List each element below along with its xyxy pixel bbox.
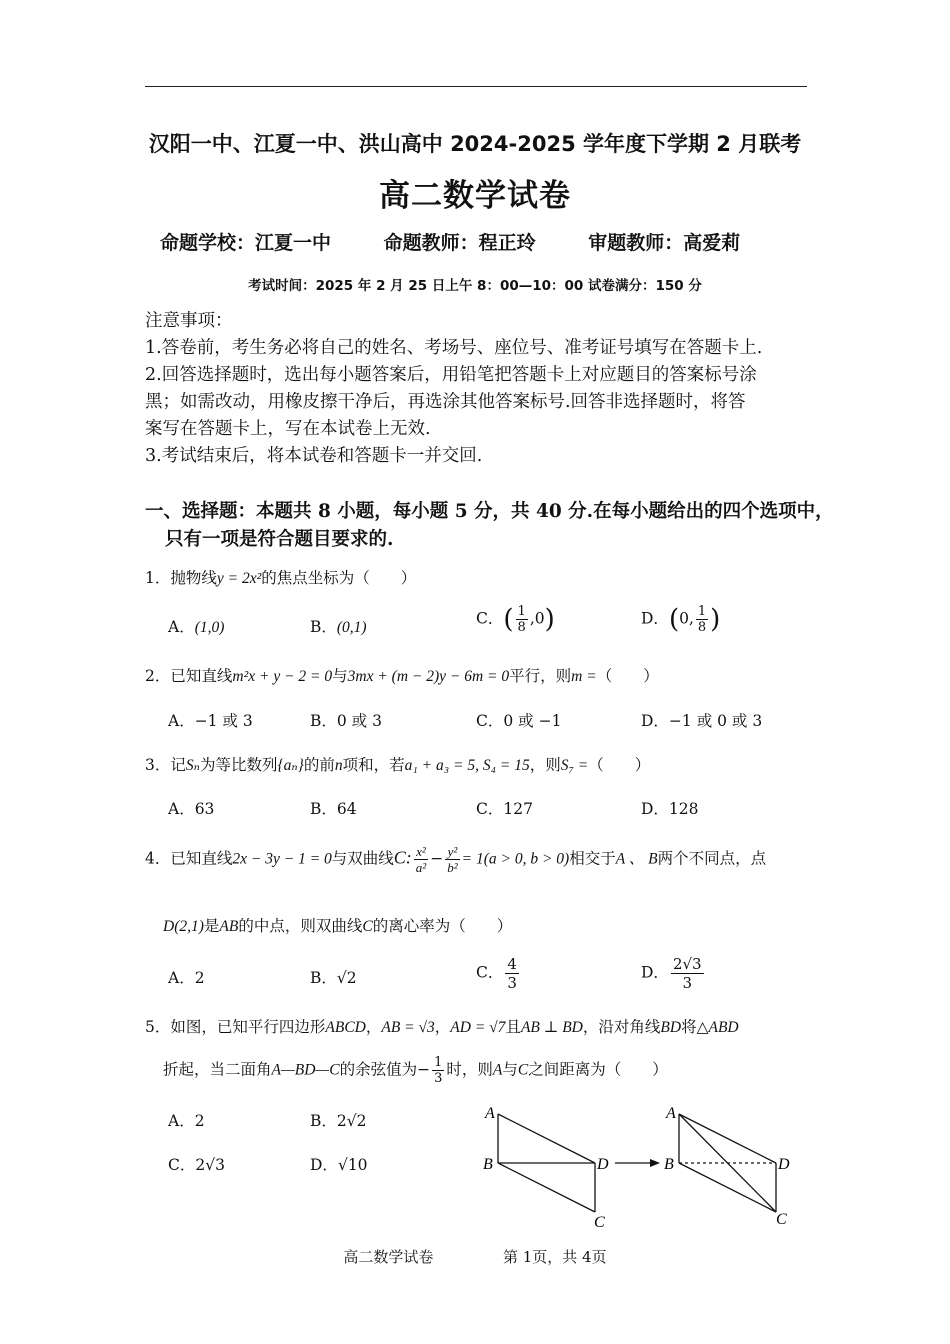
- question-4-line1: 4．已知直线2x − 3y − 1 = 0与双曲线C: $\frac{\text{x²}}{\text{a²}}$ − $\frac{\text{y²}}{\text{b²}}$ = 1(a > 0, b > 0)相交于A 、 B两个不同点，点: [145, 844, 767, 875]
- fold-arrow-head: [650, 1159, 660, 1167]
- fig2-edge-bc: [679, 1163, 776, 1212]
- section-heading: [145, 498, 834, 554]
- q2-option-c: C．0 或 −1: [476, 712, 562, 730]
- question-5-line1: 5．如图，已知平行四边形ABCD，AB = √3，AD = √7且AB ⊥ BD，沿对角线BD将△ABD: [145, 1018, 739, 1036]
- fig2-label-b: B: [664, 1156, 674, 1173]
- q5-option-b: B．2√2: [310, 1112, 367, 1130]
- notes-line: 3.考试结束后，将本试卷和答题卡一并交回.: [145, 446, 483, 466]
- footer-subject: 高二数学试卷: [343, 1248, 434, 1266]
- fig1-edge-ad: [498, 1114, 595, 1163]
- exam-info: 考试时间：2025 年 2 月 25 日上午 8：00—10：00 试卷满分：150 分: [248, 278, 702, 294]
- fig1-edge-bc: [498, 1163, 595, 1212]
- author-reviewer: 审题教师：高爱莉: [588, 232, 741, 254]
- q3-option-a: A．63: [168, 800, 215, 818]
- q3-option-c: C．127: [476, 800, 533, 818]
- notes-line: 黑；如需改动，用橡皮擦干净后，再选涂其他答案标号.回答非选择题时，将答: [145, 392, 746, 412]
- q1-option-d: D．(0, $\frac{1}{8}$ ): [641, 604, 721, 635]
- fig2-label-c: C: [776, 1211, 787, 1228]
- q3-option-b: B．64: [310, 800, 357, 818]
- q2-option-d: D．−1 或 0 或 3: [641, 712, 763, 730]
- notes-block: [145, 308, 815, 470]
- question-4-line2: D(2,1)是AB的中点，则双曲线C的离心率为（ ）: [163, 917, 513, 935]
- q2-option-b: B．0 或 3: [310, 712, 382, 730]
- q2-option-a: A．−1 或 3: [168, 712, 253, 730]
- q3-option-d: D．128: [641, 800, 699, 818]
- notes-heading: 注意事项：: [145, 311, 233, 331]
- notes-line: 案写在答题卡上，写在本试卷上无效.: [145, 419, 431, 439]
- q4-option-d: D． $\frac{2√3}{3}$: [641, 955, 702, 992]
- fig1-label-a: A: [485, 1105, 495, 1122]
- section-heading-line2: 只有一项是符合题目要求的.: [165, 529, 394, 550]
- q4-option-a: A．2: [168, 969, 205, 987]
- fig2-label-d: D: [778, 1156, 790, 1173]
- q1-option-a: A．(1,0): [168, 618, 225, 636]
- q5-option-c: C．2√3: [168, 1156, 225, 1174]
- school-line: 汉阳一中、江夏一中、洪山高中 2024-2025 学年度下学期 2 月联考: [148, 132, 802, 156]
- q1-option-c: C．( $\frac{1}{8}$ ,0): [476, 604, 555, 635]
- fig2-edge-ad: [679, 1114, 776, 1163]
- notes-line: 1.答卷前，考生务必将自己的姓名、考场号、座位号、准考证号填写在答题卡上.: [145, 338, 763, 358]
- fig1-label-c: C: [594, 1214, 605, 1230]
- q5-figure: [480, 1100, 810, 1230]
- author-setter: 命题教师：程正玲: [383, 232, 536, 254]
- fig2-label-a: A: [666, 1105, 676, 1122]
- question-5-line2: 折起，当二面角A—BD—C的余弦值为− $\frac{1}{3}$ 时，则A与C之间距离为（ ）: [163, 1055, 668, 1086]
- q1-option-b: B．(0,1): [310, 618, 367, 636]
- footer-page-number: 第 1页，共 4页: [502, 1248, 607, 1266]
- q5-option-a: A．2: [168, 1112, 205, 1130]
- top-rule: [145, 86, 807, 87]
- q4-option-c: C． $\frac{4}{3}$: [476, 955, 517, 992]
- fig1-label-b: B: [483, 1156, 493, 1173]
- q4-option-b: B．√2: [310, 969, 357, 987]
- author-school: 命题学校：江夏一中: [160, 232, 332, 254]
- page-footer: [0, 1246, 950, 1267]
- question-3: 3．记Sₙ为等比数列{aₙ}的前n项和，若a₁ + a₃ = 5, S₄ = 15，则S₇ =（ ）: [145, 756, 651, 774]
- q5-option-d: D．√10: [310, 1156, 368, 1174]
- question-2: 2．已知直线m²x + y − 2 = 0与3mx + (m − 2)y − 6m = 0平行，则m =（ ）: [145, 667, 659, 685]
- section-heading-line1: 一、选择题：本题共 8 小题，每小题 5 分，共 40 分.在每小题给出的四个选项中，: [145, 501, 834, 522]
- notes-line: 2.回答选择题时，选出每小题答案后，用铅笔把答题卡上对应题目的答案标号涂: [145, 365, 757, 385]
- fig1-label-d: D: [597, 1156, 609, 1173]
- authors-line: [160, 228, 740, 255]
- page-title: 高二数学试卷: [379, 178, 571, 214]
- question-1: 1．抛物线y = 2x²的焦点坐标为（ ）: [145, 569, 417, 587]
